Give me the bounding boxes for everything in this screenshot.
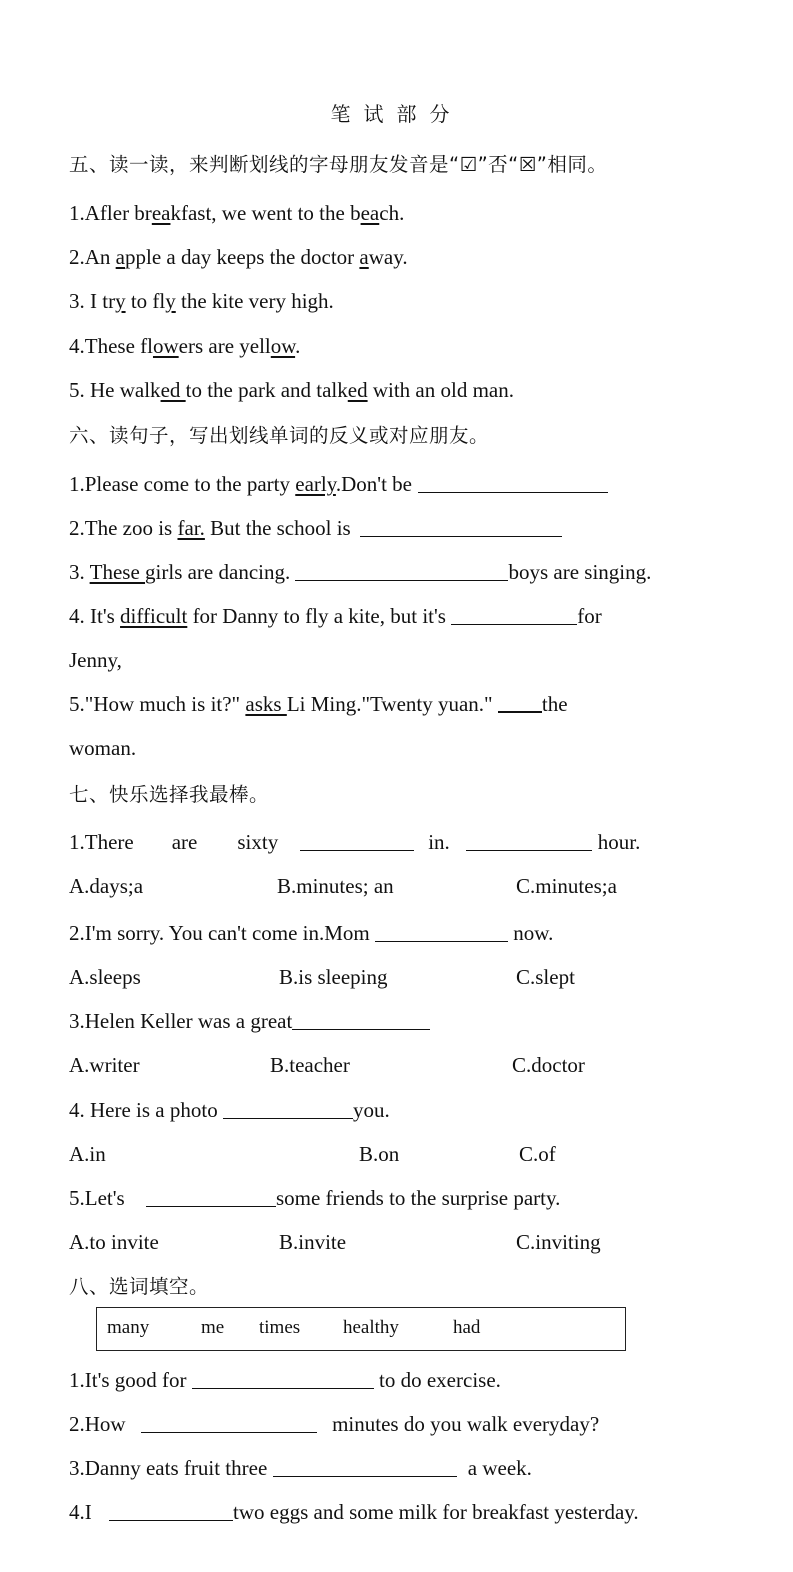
section5-item-5: 5. He walked to the park and talked with an old man.: [69, 378, 514, 402]
option-a[interactable]: A.writer: [69, 1053, 140, 1077]
page-title: 笔试部分: [330, 102, 463, 126]
option-b[interactable]: B.on: [359, 1142, 400, 1166]
answer-blank[interactable]: [223, 1098, 353, 1119]
word-bank-word: healthy: [343, 1317, 399, 1338]
option-c[interactable]: C.of: [519, 1142, 556, 1166]
word-bank-word: times: [259, 1317, 301, 1338]
option-a[interactable]: A.days;a: [69, 874, 144, 898]
section5-item-4: 4.These flowers are yellow.: [69, 334, 301, 358]
section6-question-1: 1.Please come to the party early.Don't be: [69, 469, 608, 499]
word-bank-word: me: [201, 1317, 225, 1338]
section8-question-1: 1.It's good for to do exercise.: [69, 1368, 501, 1392]
answer-blank[interactable]: [295, 560, 508, 581]
option-c[interactable]: C.doctor: [512, 1053, 585, 1077]
answer-blank[interactable]: [375, 921, 508, 942]
section7-question-1: 1.There are sixty in. hour.: [69, 830, 641, 854]
section5-item-2: 2.An apple a day keeps the doctor away.: [69, 245, 408, 269]
section7-question-4: 4. Here is a photo you.: [69, 1098, 390, 1122]
answer-blank[interactable]: [292, 1009, 430, 1030]
answer-blank[interactable]: [360, 516, 562, 537]
answer-blank[interactable]: [466, 830, 592, 851]
answer-blank[interactable]: [451, 604, 577, 625]
section7-heading: 七、快乐选择我最棒。: [69, 783, 270, 806]
section6-heading: 六、读句子，写出划线单词的反义或对应朋友。: [69, 424, 490, 447]
answer-blank[interactable]: [498, 691, 542, 713]
answer-blank[interactable]: [141, 1412, 317, 1433]
option-a[interactable]: A.to invite: [69, 1230, 159, 1254]
section8-heading: 八、选词填空。: [69, 1275, 210, 1298]
answer-blank[interactable]: [418, 472, 608, 493]
option-c[interactable]: C.minutes;a: [516, 874, 617, 898]
section5-heading: 五、读一读，来判断划线的字母朋友发音是“☑”否“☒”相同。: [69, 153, 608, 176]
option-a[interactable]: A.sleeps: [69, 965, 141, 989]
section7-question-3: 3.Helen Keller was a great: [69, 1006, 430, 1036]
section8-question-3: 3.Danny eats fruit three a week.: [69, 1456, 532, 1480]
section6-question-2: 2.The zoo is far. But the school is: [69, 513, 562, 543]
section7-question-5: 5.Let's some friends to the surprise party.: [69, 1186, 561, 1210]
section5-item-1: 1.Afler breakfast, we went to the beach.: [69, 201, 405, 225]
answer-blank[interactable]: [109, 1500, 233, 1521]
section5-item-3: 3. I try to fly the kite very high.: [69, 289, 334, 313]
section8-question-4: 4.I two eggs and some milk for breakfast yesterday.: [69, 1500, 639, 1524]
option-c[interactable]: C.inviting: [516, 1230, 601, 1254]
section6-question-4-continued: Jenny,: [69, 648, 122, 672]
section6-question-5: 5."How much is it?" asks Li Ming."Twenty yuan." the: [69, 692, 568, 716]
section6-question-5-continued: woman.: [69, 736, 137, 760]
option-b[interactable]: B.invite: [279, 1230, 347, 1254]
option-c[interactable]: C.slept: [516, 965, 575, 989]
section6-question-3: 3. These girls are dancing. boys are singing.: [69, 560, 652, 584]
section7-question-2: 2.I'm sorry. You can't come in.Mom now.: [69, 921, 554, 945]
answer-blank[interactable]: [192, 1368, 374, 1389]
word-bank-box: [96, 1307, 626, 1351]
word-bank-word: many: [107, 1317, 150, 1338]
option-b[interactable]: B.minutes; an: [277, 874, 394, 898]
answer-blank[interactable]: [146, 1186, 276, 1207]
option-b[interactable]: B.teacher: [270, 1053, 350, 1077]
section6-question-4: 4. It's difficult for Danny to fly a kite, but it's for: [69, 604, 602, 628]
section8-question-2: 2.How minutes do you walk everyday?: [69, 1412, 600, 1436]
word-bank-word: had: [453, 1317, 481, 1338]
answer-blank[interactable]: [273, 1456, 457, 1477]
option-a[interactable]: A.in: [69, 1142, 106, 1166]
option-b[interactable]: B.is sleeping: [279, 965, 388, 989]
answer-blank[interactable]: [300, 830, 414, 851]
